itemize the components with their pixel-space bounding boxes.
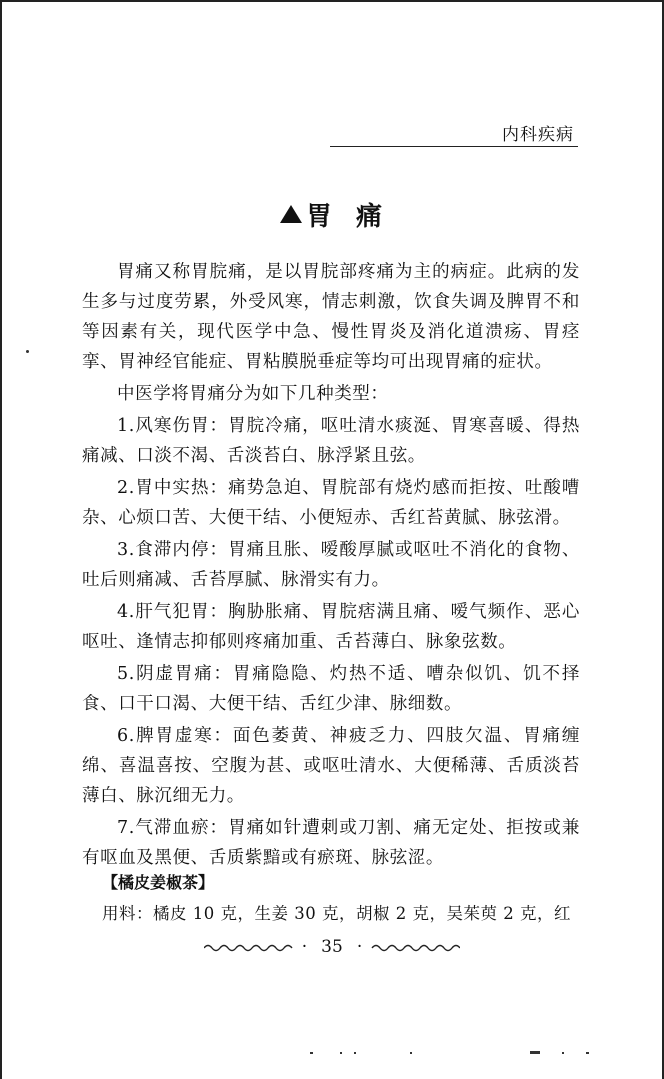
paragraph-type-7: 7.气滞血瘀：胃痛如针遭刺或刀割、痛无定处、拒按或兼有呕血及黑便、舌质紫黯或有瘀斑、脉弦涩。 <box>82 818 580 868</box>
section-title-part2: 痛 <box>356 202 385 232</box>
section-title <box>0 196 664 233</box>
paragraph-type-4: 4.肝气犯胃：胸胁胀痛、胃脘痞满且痛、嗳气频作、恶心呕吐、逢情志抑郁则疼痛加重、舌苔薄白、脉象弦数。 <box>82 602 580 652</box>
ornament-left-icon <box>204 943 296 953</box>
page-border-top <box>0 0 664 2</box>
section-title-part1: 胃 <box>305 202 334 232</box>
paragraph-type-6: 6.脾胃虚寒：面色萎黄、神疲乏力、四肢欠温、胃痛缠绵、喜温喜按、空腹为甚、或呕吐清水、大便稀薄、舌质淡苔薄白、脉沉细无力。 <box>82 726 580 806</box>
stray-mark <box>26 350 29 353</box>
paragraph-type-3: 3.食滞内停：胃痛且胀、嗳酸厚腻或呕吐不消化的食物、吐后则痛减、舌苔厚腻、脉滑实有力。 <box>82 540 580 590</box>
triangle-icon <box>280 205 302 223</box>
paragraph-type-1: 1.风寒伤胃：胃脘冷痛，呕吐清水痰涎、胃寒喜暖、得热痛减、口淡不渴、舌淡苔白、脉浮紧且弦。 <box>82 416 580 466</box>
header-rule <box>330 146 578 147</box>
paragraph-types-lead: 中医学将胃痛分为如下几种类型： <box>117 384 389 404</box>
paragraph-type-2: 2.胃中实热：痛势急迫、胃脘部有烧灼感而拒按、吐酸嘈杂、心烦口苦、大便干结、小便短赤、舌红苔黄腻、脉弦滑。 <box>82 478 580 528</box>
bullet-right: · <box>356 937 363 957</box>
bullet-left: · <box>301 937 308 957</box>
recipe-ingredients: 用料：橘皮 10 克，生姜 30 克，胡椒 2 克，吴茱萸 2 克，红 <box>102 904 571 923</box>
paragraph-intro: 胃痛又称胃脘痛，是以胃脘部疼痛为主的病症。此病的发生多与过度劳累，外受风寒，情志刺激，饮食失调及脾胃不和等因素有关，现代医学中急、慢性胃炎及消化道溃疡、胃痉挛、胃神经官能症、胃粘膜脱垂症等均可出现胃痛的症状。 <box>82 262 580 372</box>
body-text <box>82 257 580 873</box>
paragraph-type-5: 5.阴虚胃痛：胃痛隐隐、灼热不适、嘈杂似饥、饥不择食、口干口渴、大便干结、舌红少津、脉细数。 <box>82 664 580 714</box>
page-border-left <box>0 0 2 1079</box>
scan-specks <box>310 1050 590 1056</box>
running-head: 内科疾病 <box>502 125 574 145</box>
ornament-right-icon <box>368 943 460 953</box>
page-footer <box>0 937 664 957</box>
page-number: 35 <box>321 937 343 957</box>
recipe-title: 【橘皮姜椒茶】 <box>102 873 215 892</box>
